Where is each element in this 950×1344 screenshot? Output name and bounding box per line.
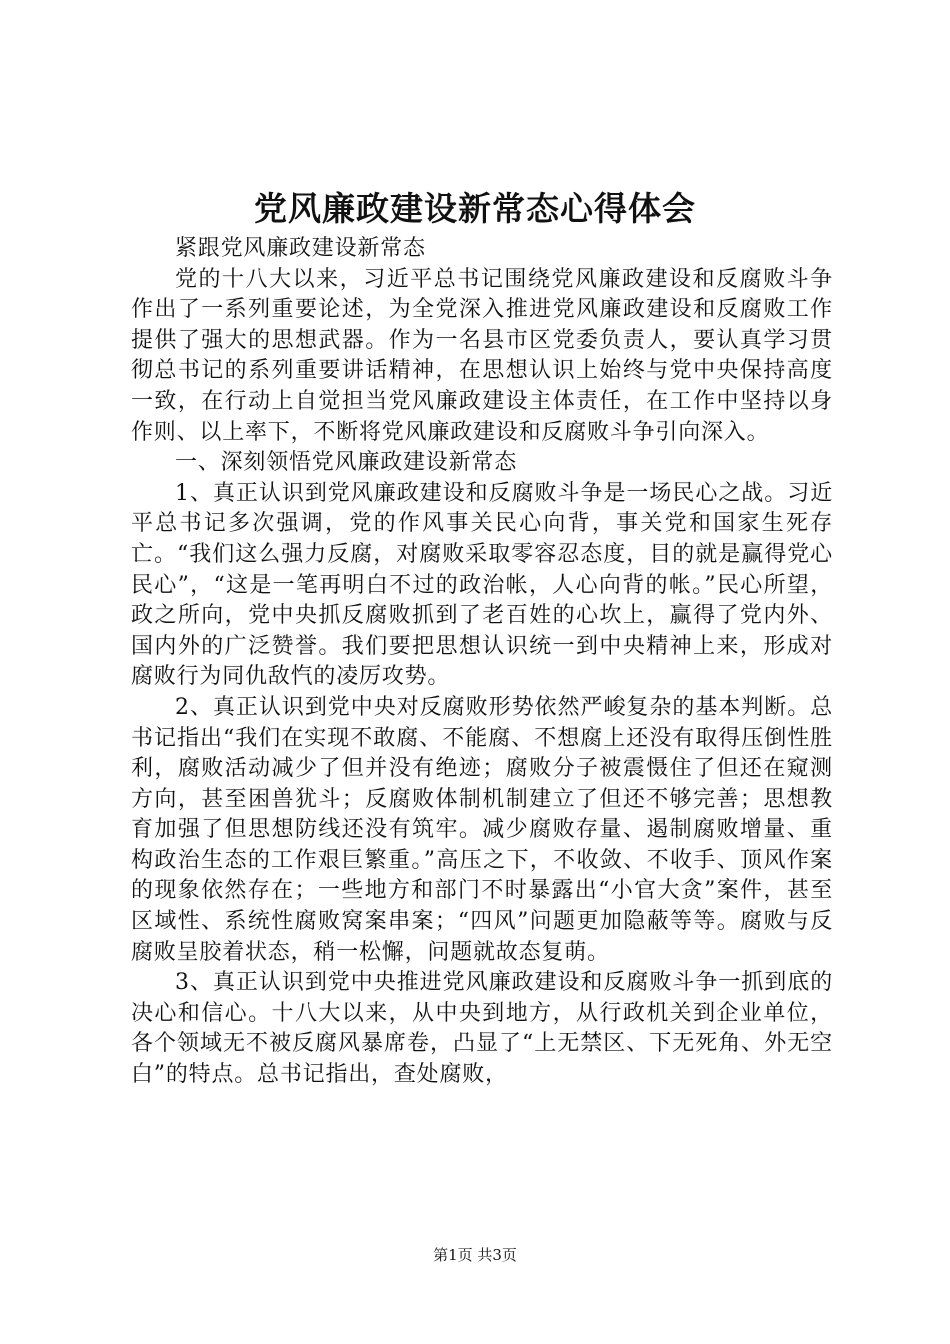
document-body <box>131 234 833 1091</box>
point-2-paragraph: 2、真正认识到党中央对反腐败形势依然严峻复杂的基本判断。总书记指出“我们在实现不敢腐、不能腐、不想腐上还没有取得压倒性胜利，腐败活动减少了但并没有绝迹；腐败分子被震慑住了但还在窥测方向，甚至困兽犹斗；反腐败体制机制建立了但还不够完善；思想教育加强了但思想防线还没有筑牢。减少腐败存量、遏制腐败增量、重构政治生态的工作艰巨繁重。”高压之下，不收敛、不收手、顶风作案的现象依然存在；一些地方和部门不时暴露出“小官大贪”案件，甚至区域性、系统性腐败窝案串案；“四风”问题更加隐蔽等等。腐败与反腐败呈胶着状态，稍一松懈，问题就故态复萌。 <box>131 694 833 965</box>
point-3-paragraph: 3、真正认识到党中央推进党风廉政建设和反腐败斗争一抓到底的决心和信心。十八大以来，从中央到地方，从行政机关到企业单位，各个领域无不被反腐风暴席卷，凸显了“上无禁区、下无死角、外无空白”的特点。总书记指出，查处腐败， <box>131 970 833 1088</box>
point-1-paragraph: 1、真正认识到党风廉政建设和反腐败斗争是一场民心之战。习近平总书记多次强调，党的作风事关民心向背，事关党和国家生死存亡。“我们这么强力反腐，对腐败采取零容忍态度，目的就是赢得党心民心”，“这是一笔再明白不过的政治帐，人心向背的帐。”民心所望，政之所向，党中央抓反腐败抓到了老百姓的心坎上，赢得了党内外、国内外的广泛赞誉。我们要把思想认识统一到中央精神上来，形成对腐败行为同仇敌忾的凌厉攻势。 <box>131 480 833 690</box>
page-number-footer: 第1页 共3页 <box>433 1246 517 1264</box>
subtitle-paragraph: 紧跟党风廉政建设新常态 <box>175 236 426 261</box>
page-title: 党风廉政建设新常态心得体会 <box>254 189 696 228</box>
intro-paragraph: 党的十八大以来，习近平总书记围绕党风廉政建设和反腐败斗争作出了一系列重要论述，为全党深入推进党风廉政建设和反腐败工作提供了强大的思想武器。作为一名县市区党委负责人，要认真学习贯彻总书记的系列重要讲话精神，在思想认识上始终与党中央保持高度一致，在行动上自觉担当党风廉政建设主体责任，在工作中坚持以身作则、以上率下，不断将党风廉政建设和反腐败斗争引向深入。 <box>131 266 833 445</box>
section-heading: 一、深刻领悟党风廉政建设新常态 <box>175 450 518 476</box>
